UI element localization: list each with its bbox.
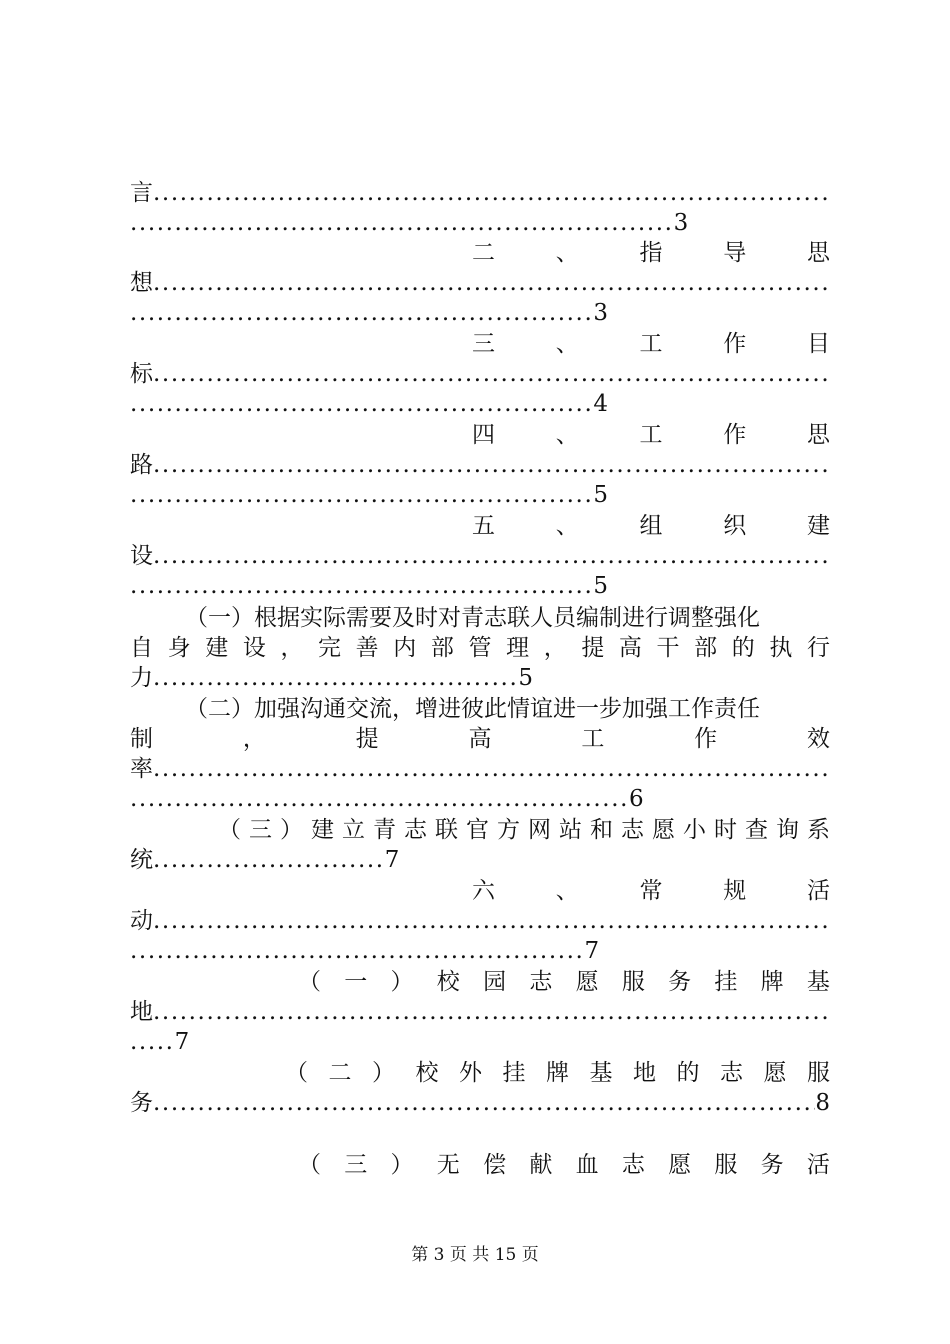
- toc-page-number: 6: [629, 786, 644, 812]
- toc-entry-leader: ....................................................3: [130, 300, 609, 326]
- toc-entry-title-tail: 统..........................7: [130, 847, 400, 873]
- toc-heading: 二 、 指 导 思: [472, 240, 830, 266]
- toc-subentry-line: 自 身 建 设 ， 完 善 内 部 管 理 ， 提 高 干 部 的 执 行: [130, 635, 830, 661]
- toc-heading: 三 、 工 作 目: [472, 331, 830, 357]
- toc-entry-title-tail: 动 .....: [130, 906, 830, 936]
- toc-heading: 五 、 组 织 建: [472, 513, 830, 539]
- toc-entry-title-tail: 设 .....: [130, 541, 830, 571]
- toc-subentry-line: （ 一 ） 校 园 志 愿 服 务 挂 牌 基: [298, 969, 830, 995]
- toc-entry-title-tail: 力.........................................5: [130, 665, 533, 691]
- toc-subentry-line: （ 二 ） 校 外 挂 牌 基 地 的 志 愿 服: [285, 1060, 830, 1086]
- toc-entry-leader: .....7: [130, 1029, 190, 1055]
- toc-entry-leader: ...................................................7: [130, 938, 600, 964]
- toc-page-number: 5: [593, 573, 609, 599]
- toc-entry-title-tail: 路 .....: [130, 450, 830, 480]
- toc-page-number: 7: [174, 1029, 190, 1055]
- toc-subentry-line: （二）加强沟通交流，增进彼此情谊进一步加强工作责任: [185, 696, 760, 722]
- toc-subentry-line: 制 ， 提 高 工 作 效: [130, 726, 830, 752]
- toc-page-number: 3: [593, 300, 609, 326]
- toc-subentry-line: （一）根据实际需要及时对青志联人员编制进行调整强化: [185, 605, 760, 631]
- toc-entry-title-tail: 想 .....: [130, 268, 830, 298]
- toc-entry-leader: .............................................................3: [130, 210, 689, 236]
- toc-page-number: 7: [584, 938, 600, 964]
- toc-entry-title-tail: 地 .....: [130, 997, 830, 1027]
- toc-entry-leader: ....................................................5: [130, 573, 609, 599]
- toc-entry-title-tail: 务 ..... 8: [130, 1088, 830, 1118]
- toc-entry-leader: ....................................................5: [130, 482, 609, 508]
- toc-page-number: 3: [673, 210, 689, 236]
- toc-page-number: 5: [593, 482, 609, 508]
- toc-entry-leader: ........................................................6: [130, 786, 644, 812]
- toc-entry-title-tail: 言 .....: [130, 178, 830, 208]
- toc-page-number: 7: [384, 847, 400, 873]
- toc-subentry-line: （ 三 ） 建 立 青 志 联 官 方 网 站 和 志 愿 小 时 查 询 系: [218, 817, 830, 843]
- toc-page-number: 5: [518, 665, 533, 691]
- toc-heading: 六 、 常 规 活: [472, 878, 830, 904]
- toc-subentry-line: （ 三 ） 无 偿 献 血 志 愿 服 务 活: [298, 1152, 830, 1178]
- toc-heading: 四 、 工 作 思: [472, 422, 830, 448]
- toc-entry-leader: ....................................................4: [130, 391, 609, 417]
- page-footer: 第 3 页 共 15 页: [411, 1245, 539, 1265]
- toc-entry-title-tail: 标 .....: [130, 359, 830, 389]
- toc-page-number: 8: [815, 1090, 830, 1116]
- toc-entry-title-tail: 率 .....: [130, 754, 830, 784]
- toc-page-number: 4: [593, 391, 609, 417]
